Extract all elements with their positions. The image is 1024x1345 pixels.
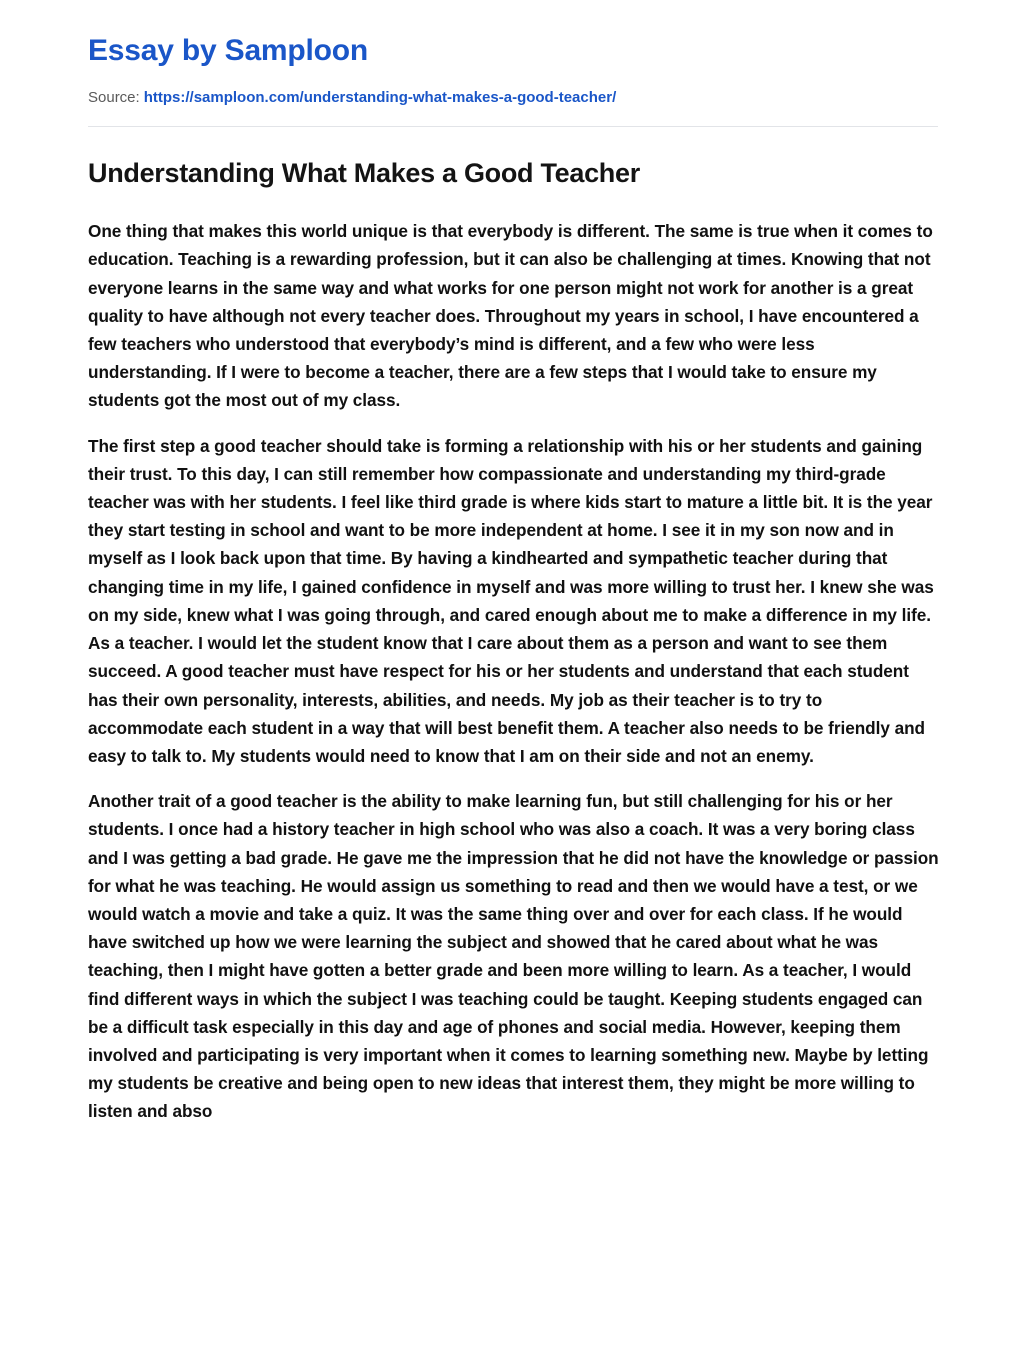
article xyxy=(88,135,939,1126)
source-label: Source: xyxy=(88,88,140,106)
article-paragraph: One thing that makes this world unique is that everybody is different. The same is true when it comes to education. Teaching is a rewarding profession, but it can also be challenging at times. Knowing that not everyone learns in the same way and what works for one person might not work for another is a great quality to have although not every teacher does. Throughout my years in school, I have encountered a few teachers who understood that everybody’s mind is different, and a few who were less understanding. If I were to become a teacher, there are a few steps that I would take to ensure my students got the most out of my class. xyxy=(88,221,933,411)
article-title: Understanding What Makes a Good Teacher xyxy=(88,157,640,188)
source-url-link[interactable]: https://samploon.com/understanding-what-makes-a-good-teacher/ xyxy=(143,88,617,106)
article-body xyxy=(88,190,940,1125)
masthead xyxy=(88,0,936,127)
article-paragraph: Another trait of a good teacher is the ability to make learning fun, but still challenging for his or her students. I once had a history teacher in high school who was also a coach. It was a very boring class and I was getting a bad grade. He gave me the impression that he did not have the knowledge or passion for what he was teaching. He would assign us something to read and then we would have a test, or we would watch a movie and take a quiz. It was the same thing over and over for each class. If he would have switched up how we were learning the subject and showed that he cared about what he was teaching, then I might have gotten a better grade and been more willing to learn. As a teacher, I would find different ways in which the subject I was teaching could be taught. Keeping students engaged can be a difficult task especially in this day and age of phones and social media. However, keeping them involved and participating is very important when it comes to learning something new. Maybe by letting my students be creative and being open to new ideas that interest them, they might be more willing to listen and abso xyxy=(88,791,939,1122)
header-divider xyxy=(88,126,938,127)
source-line xyxy=(88,88,936,108)
article-paragraph: The first step a good teacher should take is forming a relationship with his or her students and gaining their trust. To this day, I can still remember how compassionate and understanding my third-grade teacher was with her students. I feel like third grade is where kids start to mature a little bit. It is the year they start testing in school and want to be more independent at home. I see it in my son now and in myself as I look back upon that time. By having a kindhearted and sympathetic teacher during that changing time in my life, I gained confidence in myself and was more willing to trust her. I knew she was on my side, knew what I was going through, and cared enough about me to make a difference in my life. As a teacher. I would let the student know that I care about them as a person and want to see them succeed. A good teacher must have respect for his or her students and understand that each student has their own personality, interests, abilities, and needs. My job as their teacher is to try to accommodate each student in a way that will best benefit them. A teacher also needs to be friendly and easy to talk to. My students would need to know that I am on their side and not an enemy. xyxy=(88,435,934,766)
brand-title: Essay by Samploon xyxy=(88,34,369,67)
